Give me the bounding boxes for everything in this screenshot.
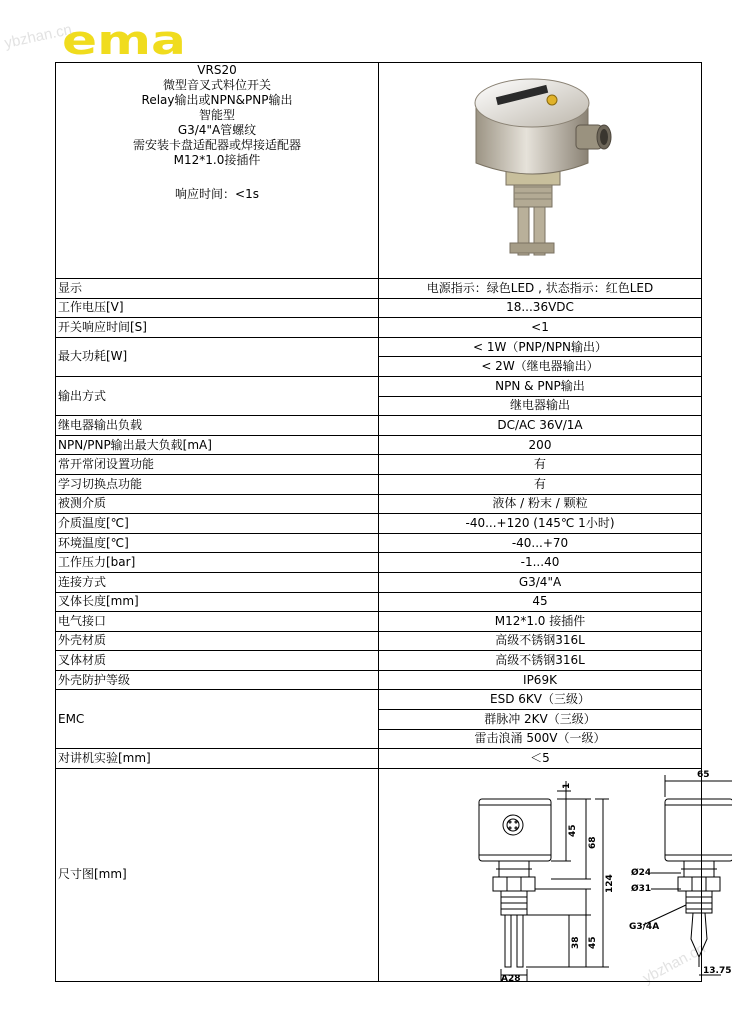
spec-value: 群脉冲 2KV（三级） (379, 710, 702, 730)
dim-label: 124 (605, 874, 615, 893)
spec-label: EMC (56, 690, 379, 749)
spec-value: ESD 6KV（三级） (379, 690, 702, 710)
product-line: M12*1.0接插件 (173, 153, 261, 167)
table-row (56, 416, 702, 436)
spec-label: 对讲机实验[mm] (56, 749, 379, 769)
spec-label: 工作压力[bar] (56, 553, 379, 573)
spec-value: < 1W（PNP/NPN输出） (379, 337, 702, 357)
table-row (56, 612, 702, 632)
dim-label: 13.75 (703, 965, 732, 976)
table-row (56, 749, 702, 769)
spec-label: 叉体材质 (56, 651, 379, 671)
dim-label: 45 (568, 824, 578, 837)
table-row (56, 651, 702, 671)
spec-value: 高级不锈钢316L (379, 651, 702, 671)
table-row (56, 494, 702, 514)
product-line: G3/4"A管螺纹 (177, 123, 257, 137)
table-row (56, 63, 702, 279)
product-line: 需安装卡盘适配器或焊接适配器 (132, 138, 301, 152)
spec-label: 介质温度[℃] (56, 514, 379, 534)
spec-label: 显示 (56, 279, 379, 299)
table-row (56, 670, 702, 690)
dim-label: Ø24 (631, 867, 652, 878)
table-row (56, 279, 702, 299)
spec-value: 有 (379, 474, 702, 494)
dim-label: 45 (588, 936, 598, 949)
product-model: VRS20 (197, 63, 237, 77)
spec-label: 连接方式 (56, 572, 379, 592)
table-row (56, 631, 702, 651)
table-row (56, 572, 702, 592)
table-row (56, 337, 702, 357)
spec-label: 继电器输出负载 (56, 416, 379, 436)
product-line: 智能型 (198, 108, 235, 122)
spec-label: 尺寸图[mm] (56, 768, 379, 981)
spec-label: 外壳材质 (56, 631, 379, 651)
product-photo (448, 63, 633, 278)
product-photo-cell (379, 63, 702, 279)
spec-value: 雷击浪涌 500V（一级） (379, 729, 702, 749)
spec-value: 200 (379, 435, 702, 455)
dim-label: 68 (588, 836, 598, 849)
spec-label: 环境温度[℃] (56, 533, 379, 553)
table-row (56, 553, 702, 573)
spec-label: 叉体长度[mm] (56, 592, 379, 612)
table-row (56, 533, 702, 553)
spec-label: 学习切换点功能 (56, 474, 379, 494)
logo-text: ema (62, 22, 186, 60)
table-row (56, 318, 702, 338)
table-row (56, 298, 702, 318)
spec-value: <1 (379, 318, 702, 338)
table-row (56, 592, 702, 612)
table-row (56, 455, 702, 475)
dimension-drawing-cell (379, 768, 732, 981)
spec-value: -1...40 (379, 553, 702, 573)
dimension-drawing (381, 769, 732, 981)
spec-label: 工作电压[V] (56, 298, 379, 318)
spec-value: IP69K (379, 670, 702, 690)
product-intro (56, 63, 379, 279)
table-row (56, 474, 702, 494)
spec-label: 电气接口 (56, 612, 379, 632)
spec-value: 液体 / 粉末 / 颗粒 (379, 494, 702, 514)
table-row (56, 514, 702, 534)
spec-value: 18...36VDC (379, 298, 702, 318)
spec-value: DC/AC 36V/1A (379, 416, 702, 436)
spec-value: ＜5 (379, 749, 702, 769)
table-row (56, 376, 702, 396)
spec-label: 开关响应时间[S] (56, 318, 379, 338)
spec-value: 有 (379, 455, 702, 475)
table-row (56, 690, 702, 710)
watermark: ybzhan.cn (640, 939, 709, 988)
dim-label: G3/4A (629, 921, 660, 932)
spec-label: 外壳防护等级 (56, 670, 379, 690)
spec-value: M12*1.0 接插件 (379, 612, 702, 632)
spec-value: NPN & PNP输出 (379, 376, 702, 396)
spec-value: 45 (379, 592, 702, 612)
response-time: 响应时间：<1s (175, 187, 259, 201)
product-line: 微型音叉式料位开关 (162, 78, 271, 92)
spec-label: 常开常闭设置功能 (56, 455, 379, 475)
spec-value: -40...+120 (145℃ 1小时) (379, 514, 702, 534)
dim-label: Ø31 (631, 883, 652, 894)
dim-label: 1 (562, 782, 572, 789)
spec-value: 电源指示：绿色LED , 状态指示：红色LED (379, 279, 702, 299)
table-row (56, 768, 702, 981)
spec-label: NPN/PNP输出最大负载[mA] (56, 435, 379, 455)
ema-logo (60, 22, 190, 60)
spec-value: 继电器输出 (379, 396, 702, 416)
spec-value: 高级不锈钢316L (379, 631, 702, 651)
watermark: ybzhan.cn (2, 21, 74, 52)
dim-label: 38 (571, 936, 581, 949)
spec-label: 最大功耗[W] (56, 337, 379, 376)
spec-table (55, 62, 732, 982)
spec-value: -40...+70 (379, 533, 702, 553)
product-line: Relay输出或NPN&PNP输出 (141, 93, 293, 107)
spec-value: G3/4"A (379, 572, 702, 592)
spec-label: 被测介质 (56, 494, 379, 514)
table-row (56, 435, 702, 455)
spec-label: 输出方式 (56, 376, 379, 415)
dim-label: A28 (501, 973, 521, 981)
spec-value: < 2W（继电器输出） (379, 357, 702, 377)
dim-label: 65 (697, 769, 710, 780)
